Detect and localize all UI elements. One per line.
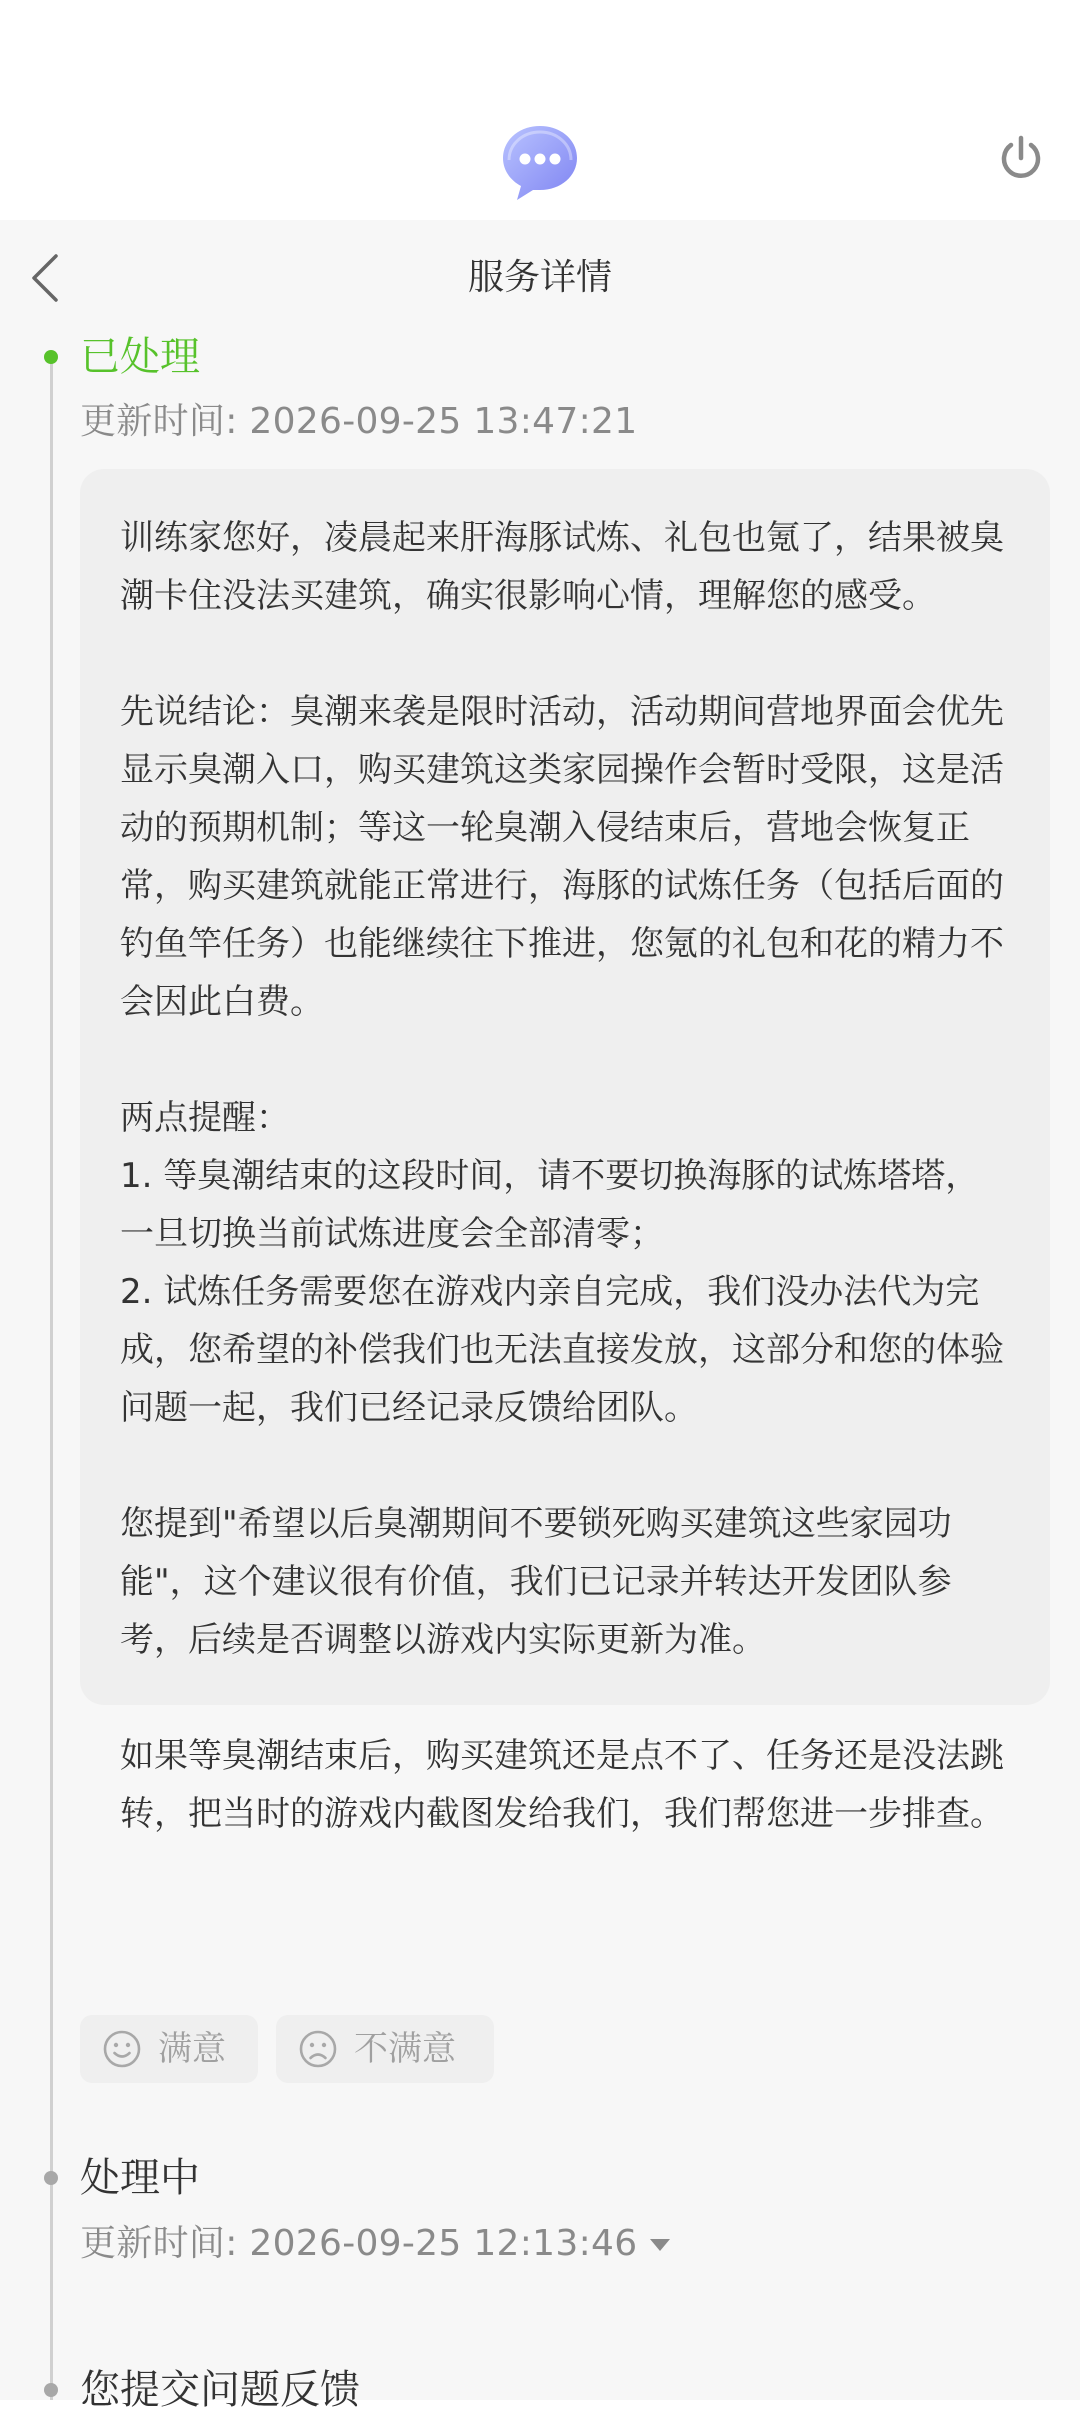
- satisfied-button[interactable]: [80, 2015, 258, 2083]
- unsatisfied-button[interactable]: [276, 2015, 494, 2083]
- status-title-submitted: 您提交问题反馈: [80, 2367, 360, 2413]
- service-detail-panel: [0, 220, 1080, 2413]
- timeline-dot-pending: [44, 2171, 58, 2185]
- frown-icon: [298, 2029, 338, 2069]
- reply-paragraph: 先说结论：臭潮来袭是限时活动，活动期间营地界面会优先显示臭潮入口，购买建筑这类家园操作会暂时受限，这是活动的预期机制；等这一轮臭潮入侵结束后，营地会恢复正常，购买建筑就能正常进行，海豚的试炼任务（包括后面的钓鱼竿任务）也能继续往下推进，您氪的礼包和花的精力不会因此白费。: [120, 692, 1004, 1022]
- power-icon[interactable]: [996, 133, 1046, 183]
- nav-bar: [0, 220, 1080, 336]
- timeline-line: [50, 360, 53, 2400]
- unsatisfied-label: 不满意: [354, 2029, 456, 2069]
- reply-paragraph: 训练家您好，凌晨起来肝海豚试炼、礼包也氪了，结果被臭潮卡住没法买建筑，确实很影响心情，理解您的感受。: [120, 518, 1004, 616]
- status-title-processed: 已处理: [80, 334, 200, 380]
- update-time: 更新时间: 2026-09-25 13:47:21: [80, 401, 638, 442]
- reply-paragraph: 两点提醒： 1. 等臭潮结束的这段时间，请不要切换海豚的试炼塔塔，一旦切换当前试炼进度会全部清零； 2. 试炼任务需要您在游戏内亲自完成，我们没办法代为完成，您希望的补偿我们也无法直接发放，这部分和您的体验问题一起，我们已经记录反馈给团队。: [120, 1098, 1004, 1428]
- smile-icon: [102, 2029, 142, 2069]
- status-title-processing: 处理中: [80, 2155, 200, 2201]
- app-header: [0, 0, 1080, 220]
- update-time: 更新时间: 2026-09-25 12:13:46: [80, 2223, 638, 2264]
- reply-paragraph: 如果等臭潮结束后，购买建筑还是点不了、任务还是没法跳转，把当时的游戏内截图发给我们，我们帮您进一步排查。: [120, 1736, 1004, 1834]
- timeline-dot-pending: [44, 2383, 58, 2397]
- chat-bubble-icon: [497, 120, 583, 206]
- reply-paragraph: 您提到"希望以后臭潮期间不要锁死购买建筑这些家园功能"，这个建议很有价值，我们已记录并转达开发团队参考，后续是否调整以游戏内实际更新为准。: [120, 1504, 952, 1660]
- satisfied-label: 满意: [158, 2029, 226, 2069]
- page-title: 服务详情: [467, 257, 612, 298]
- timeline-dot-done: [44, 350, 58, 364]
- caret-down-icon[interactable]: [646, 2235, 674, 2255]
- reply-card: [80, 469, 1050, 1834]
